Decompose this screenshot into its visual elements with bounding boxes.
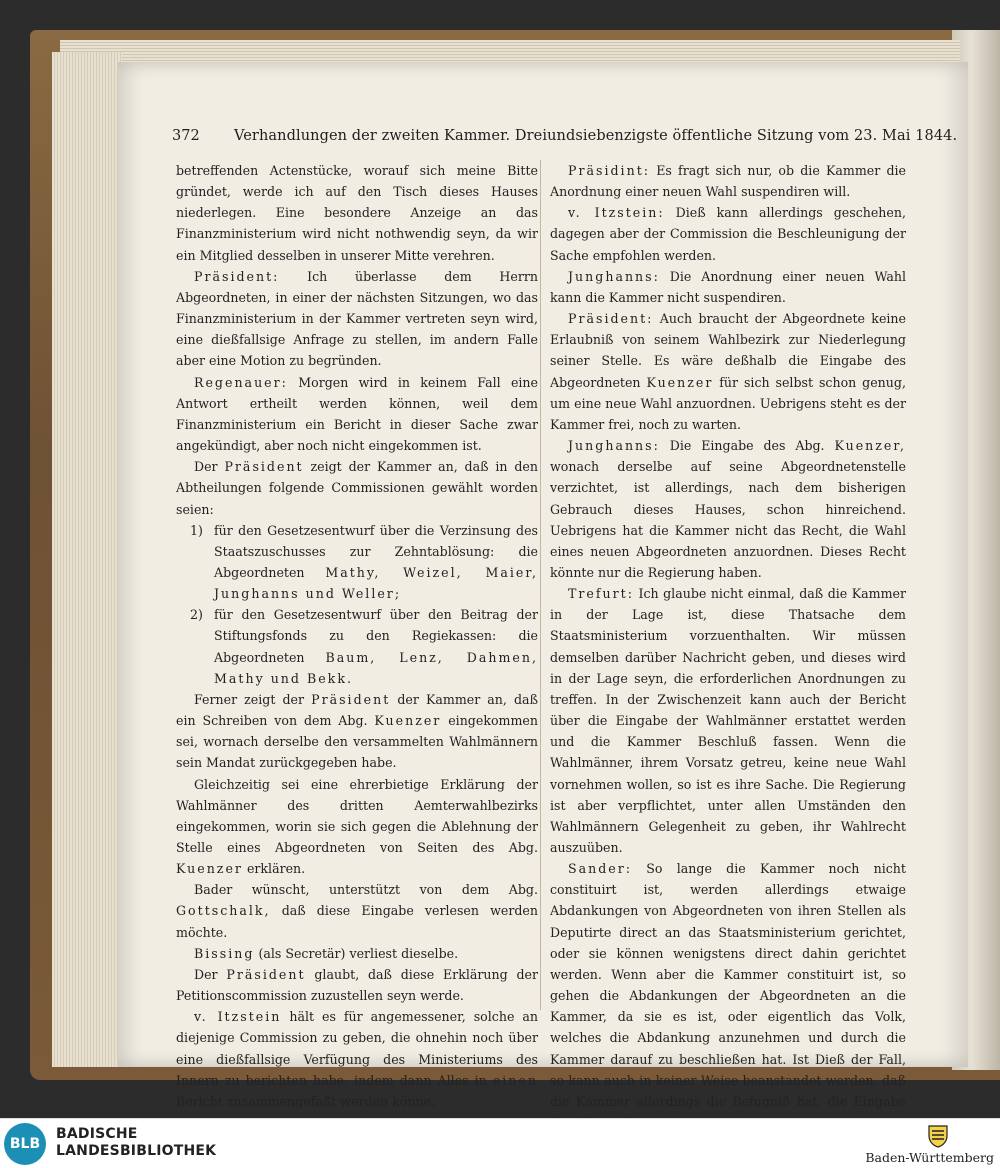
speaker-name: Präsident:: [568, 311, 654, 327]
left-column: [176, 160, 538, 1112]
page-number: 372: [172, 128, 200, 144]
list-item: 1) für den Gesetzesentwurf über die Verzinsung des Staatszuschusses zur Zehntablösung: die Abgeordneten Mathy, Weizel, Maier, Junghanns und Weller;: [190, 522, 538, 602]
paragraph: Der Präsident zeigt der Kammer an, daß in den Abtheilungen folgende Commissionen gewählt worden seien:: [176, 459, 538, 517]
paragraph: Bader wünscht, unterstützt von dem Abg. Gottschalk, daß diese Eingabe verlesen werden möchte.: [176, 882, 538, 940]
speaker-name: v. Itzstein: [194, 1009, 282, 1025]
right-column: [550, 160, 906, 1133]
paragraph: Junghanns: Die Eingabe des Abg. Kuenzer, wonach derselbe auf seine Abgeordnetenstelle verzichtet, ist allerdings, nach dem bisherigen Gebrauch dieses Hauses, schon hinreichend. Uebrigens hat die Kammer nicht das Recht, die Wahl eines neuen Abgeordneten anzuordnen. Dieses Recht könnte nur die Regierung haben.: [550, 438, 906, 580]
paragraph: Präsident: Auch braucht der Abgeordnete keine Erlaubniß von seinem Wahlbezirk zur Niederlegung seiner Stelle. Es wäre deßhalb die Eingabe des Abgeordneten Kuenzer für sich selbst schon genug, um eine neue Wahl anzuordnen. Uebrigens steht es der Kammer frei, noch zu warten.: [550, 311, 906, 432]
page-edges-top: [60, 40, 960, 62]
speaker-name: Sander:: [568, 861, 633, 877]
baden-wuerttemberg-crest-icon: [925, 1123, 951, 1149]
page-title: Verhandlungen der zweiten Kammer. Dreiundsiebenzigste öffentliche Sitzung vom 23. Mai 1844.: [234, 128, 958, 144]
speaker-name: v. Itzstein:: [568, 205, 665, 221]
paragraph: Bissing (als Secretär) verliest dieselbe.: [194, 945, 459, 961]
column-divider: [540, 160, 541, 1010]
list-item: 2) für den Gesetzesentwurf über den Beitrag der Stiftungsfonds zu den Regiekassen: die Abgeordneten Baum, Lenz, Dahmen, Mathy und Bekk.: [190, 607, 538, 686]
paragraph: Der Präsident glaubt, daß diese Erklärung der Petitionscommission zuzustellen seyn werde.: [176, 966, 538, 1004]
paragraph: betreffenden Actenstücke, worauf sich meine Bitte gründet, werde ich auf den Tisch dieses Hauses niederlegen. Eine besondere Anzeige an das Finanzministerium wird nicht nothwendig seyn, da wir ein Mitglied desselben in unserer Mitte verehren.: [176, 163, 538, 263]
member-names: Baum, Lenz, Dahmen, Mathy und Bekk.: [214, 649, 538, 686]
speaker-name: Präsident:: [194, 268, 280, 284]
paragraph: Präsidint: Es fragt sich nur, ob die Kammer die Anordnung einer neuen Wahl suspendiren will.: [550, 163, 906, 200]
paragraph: Ferner zeigt der Präsident der Kammer an, daß ein Schreiben von dem Abg. Kuenzer eingekommen sei, wornach derselbe den versammelten Wahlmännern sein Mandat zurückgegeben habe.: [176, 691, 538, 771]
blb-logo-icon[interactable]: BLB: [4, 1123, 46, 1165]
member-names: Mathy, Weizel, Maier, Junghanns und Weller;: [214, 564, 538, 602]
speaker-name: Präsident: [226, 966, 306, 982]
paragraph: v. Itzstein: Dieß kann allerdings geschehen, dagegen aber der Commission die Beschleunigung der Sache empfohlen werden.: [550, 205, 906, 263]
paragraph: Gleichzeitig sei eine ehrerbietige Erklärung der Wahlmänner des dritten Aemterwahlbezirks eingekommen, worin sie sich gegen die Ablehnung der Stelle eines Abgeordneten von Seiten des Abg. Kuenzer erklären.: [176, 776, 538, 877]
state-name: Baden-Württemberg: [865, 1150, 994, 1165]
paragraph: Sander: So lange die Kammer noch nicht constituirt ist, werden allerdings etwaige Abdankungen von Abgeordneten von ihren Stellen als Deputirte direct an das Staatsministerium gerichtet, oder sie können wenigstens direct dahin gerichtet werden. Wenn aber die Kammer constituirt ist, so gehen die Abdankungen der Abgeordneten an die Kammer, da sie es ist, oder eigentlich das Volk, welches die Abdankung anzunehmen und durch die Kammer darauf zu beschließen hat. Ist Dieß der Fall, so kann auch in keiner Weise beanstandet werden, daß die Kammer allerdings die Befugniß hat, die Eingabe: [550, 861, 906, 1109]
speaker-name: Präsident: [224, 459, 304, 475]
paragraph: v. Itzstein hält es für angemessener, solche an diejenige Commission zu geben, die ohnehin noch über eine dießfallsige Verfügung des Ministeriums des Innern zu berichten habe, indem dann Alles in einen Bericht zusammengefaßt werden könne.: [176, 1009, 538, 1109]
library-name[interactable]: BADISCHE LANDESBIBLIOTHEK: [56, 1126, 217, 1159]
speaker-name: Präsident: [311, 691, 391, 707]
viewer-footer: [0, 1118, 1000, 1168]
speaker-name: Präsidint:: [568, 163, 650, 178]
paragraph: Trefurt: Ich glaube nicht einmal, daß die Kammer in der Lage ist, diese Thatsache dem Staatsministerium vorzuenthalten. Wir müssen demselben darüber Nachricht geben, und dieses wird in der Lage seyn, die erforderlichen Anordnungen zu treffen. In der Zwischenzeit kann auch der Bericht über die Eingabe der Wahlmänner erstattet werden und die Kammer Beschluß fassen. Wenn die Wahlmänner, ihrem Vorsatz getreu, keine neue Wahl vornehmen wollen, so ist es ihre Sache. Die Regierung ist aber verpflichtet, unter allen Umständen den Wahlmännern Gelegenheit zu geben, ihr Wahlrecht auszuüben.: [550, 586, 906, 855]
speaker-name: Bissing: [194, 945, 255, 961]
speaker-name: Regenauer:: [194, 374, 288, 390]
paragraph: Regenauer: Morgen wird in keinem Fall eine Antwort ertheilt werden können, weil dem Finanzministerium ein Bericht in dieser Sache zwar angekündigt, aber noch nicht eingekommen ist.: [176, 374, 538, 454]
running-head: [172, 128, 958, 152]
speaker-name: Trefurt:: [568, 586, 634, 602]
page-edges-left: [52, 52, 122, 1067]
speaker-name: Junghanns:: [568, 268, 660, 284]
paragraph: Junghanns: Die Anordnung einer neuen Wahl kann die Kammer nicht suspendiren.: [550, 268, 907, 305]
paragraph: Präsident: Ich überlasse dem Herrn Abgeordneten, in einer der nächsten Sitzungen, wo das Finanzministerium in der Kammer vertreten seyn wird, eine dießfallsige Anfrage zu stellen, im andern Falle aber eine Motion zu begründen.: [176, 268, 538, 369]
speaker-name: Junghanns:: [568, 438, 660, 454]
